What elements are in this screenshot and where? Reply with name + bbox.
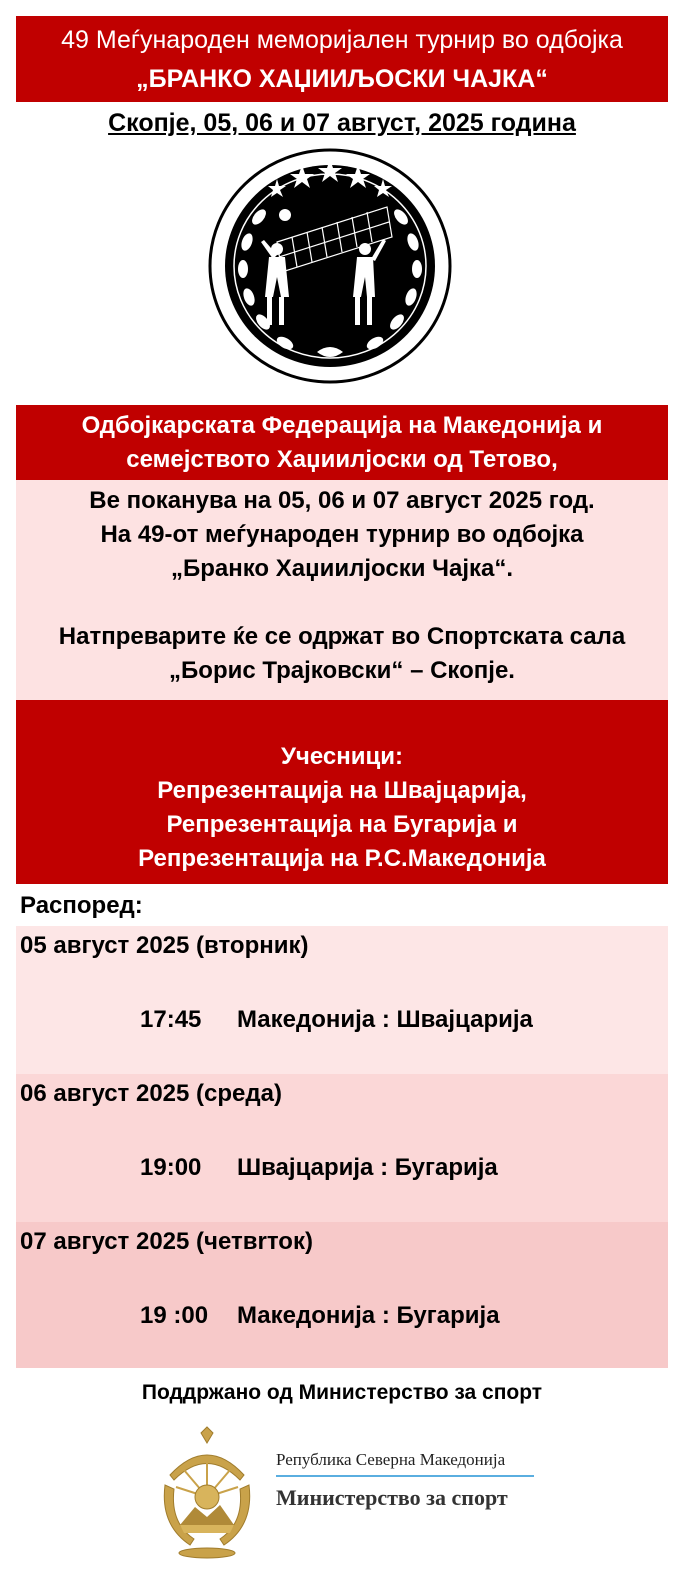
invitation-line-1: Ве поканува на 05, 06 и 07 август 2025 год.: [89, 487, 595, 514]
match-time: 19:00: [140, 1154, 202, 1181]
tournament-name: „БРАНКО ХАЏИИЉОСКИ ЧАЈКА“: [136, 65, 548, 93]
ministry-signature: [276, 1450, 534, 1511]
match-date: 07 август 2025 (четвrток): [20, 1228, 313, 1255]
schedule-title: Распоред:: [20, 892, 143, 919]
match-teams: Швајцарија : Бугарија: [237, 1154, 498, 1181]
schedule-day: [16, 1222, 668, 1368]
ministry-name: Министерство за спорт: [276, 1485, 508, 1510]
title-banner: [16, 16, 668, 102]
organizers-line-2: семејството Хаџиилјоски од Тетово,: [126, 446, 558, 473]
participant-team: Репрезентација на Швајцарија,: [157, 777, 527, 804]
divider: [276, 1475, 534, 1477]
venue-line-2: „Борис Трајковски“ – Скопје.: [169, 657, 515, 684]
supported-by: Поддржано од Министерство за спорт: [141, 1381, 543, 1404]
match-date: 05 август 2025 (вторник): [20, 932, 309, 959]
coat-of-arms-icon: [150, 1425, 264, 1563]
participants-title: Учесници:: [281, 743, 403, 770]
tournament-emblem-icon: [207, 147, 453, 385]
invitation-section: [16, 480, 668, 700]
match-teams: Македонија : Швајцарија: [237, 1006, 533, 1033]
match-time: 19 :00: [140, 1302, 209, 1329]
participant-team: Репрезентација на Р.С.Македонија: [138, 845, 546, 872]
match-date: 06 август 2025 (среда): [20, 1080, 282, 1107]
match-teams: Македонија : Бугарија: [237, 1302, 500, 1329]
organizers-banner: [16, 405, 668, 480]
tournament-title: 49 Меѓународен меморијален турнир во одбојка: [61, 26, 623, 54]
schedule-day: [16, 1074, 668, 1222]
organizers-line-1: Одбојкарската Федерација на Македонија и: [81, 412, 603, 439]
venue-line-1: Натпреварите ќе се одржат во Спортската сала: [58, 623, 626, 650]
schedule-day: [16, 926, 668, 1074]
match-time: 17:45: [140, 1006, 202, 1033]
country-name: Република Северна Македонија: [276, 1450, 506, 1469]
invitation-line-2: На 49-от меѓународен турнир во одбојка: [100, 521, 584, 548]
invitation-line-3: „Бранко Хаџиилјоски Чајка“.: [170, 555, 514, 582]
dateline: Скопје, 05, 06 и 07 август, 2025 година: [108, 109, 576, 137]
participants-banner: [16, 700, 668, 884]
participant-team: Репрезентација на Бугарија и: [166, 811, 518, 838]
